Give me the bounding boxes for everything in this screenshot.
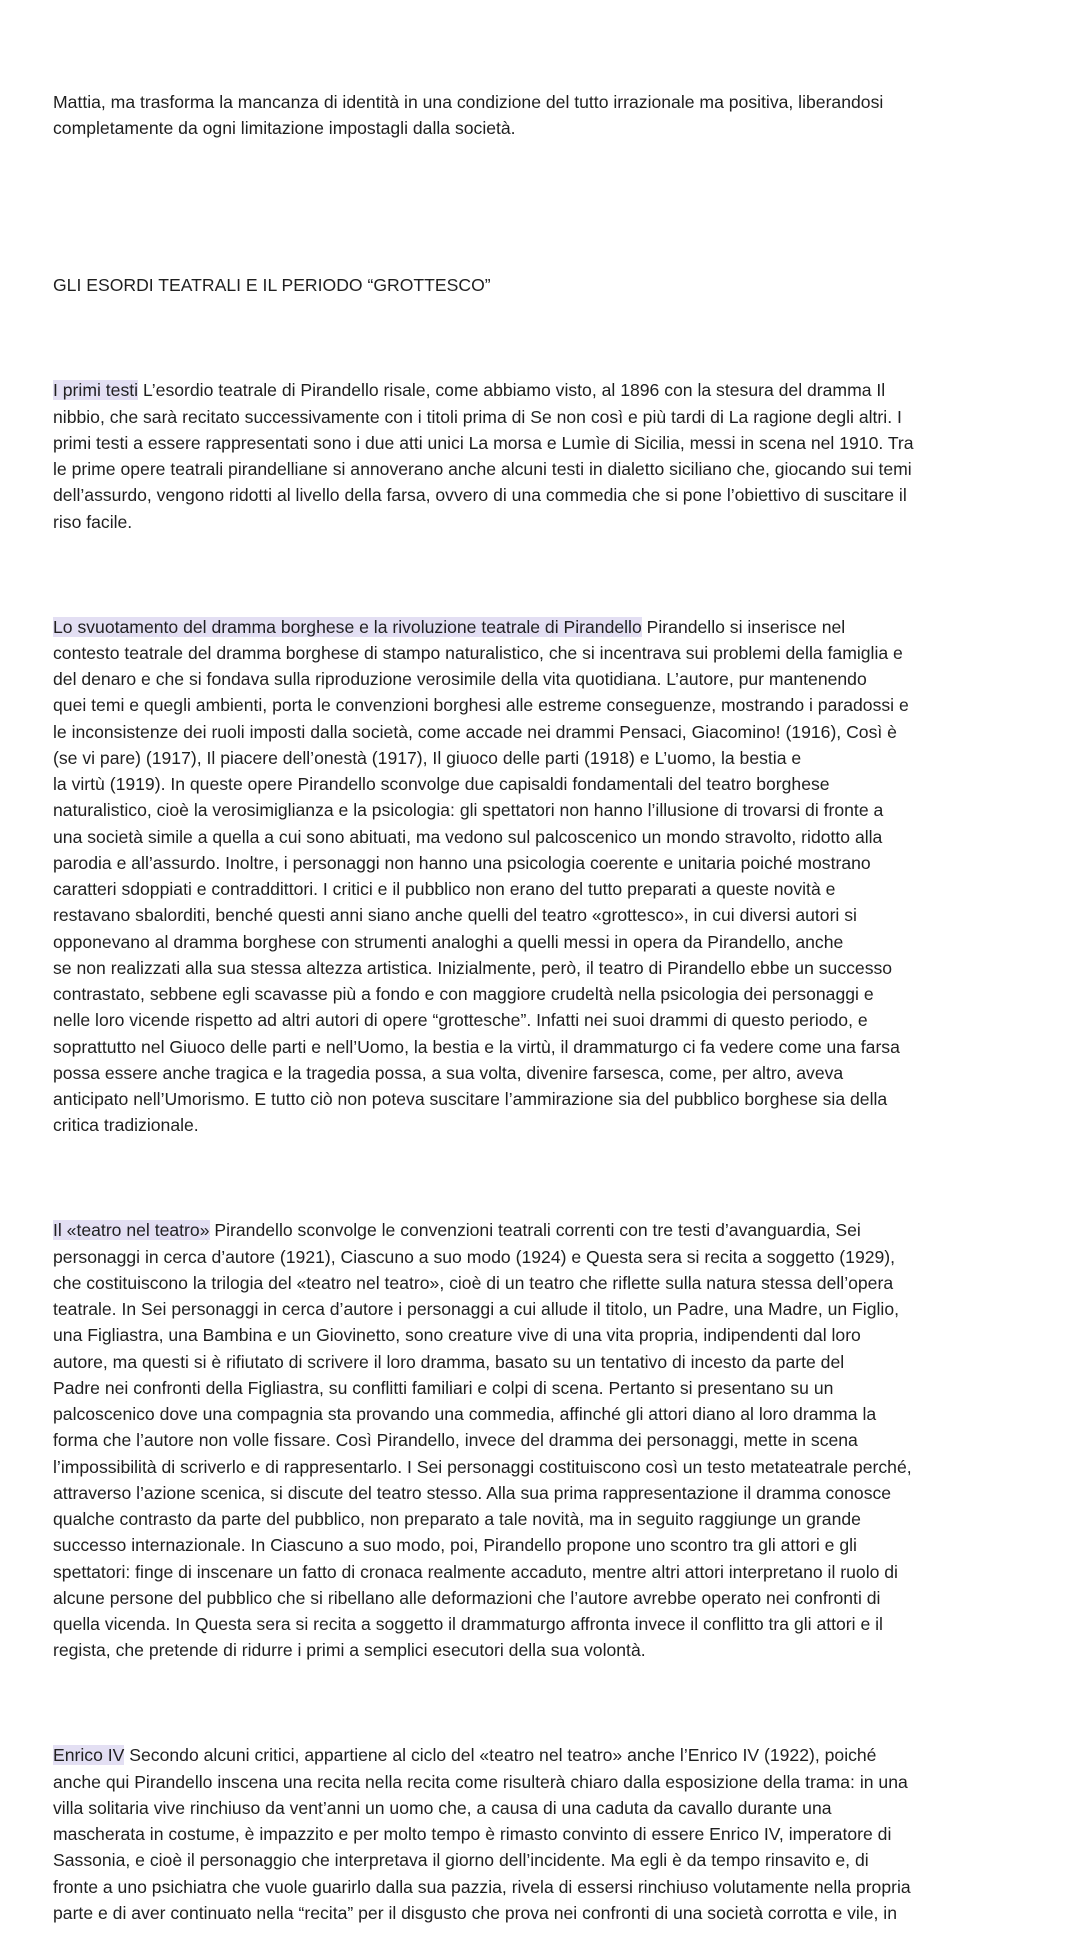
paragraph-teatro-nel-teatro [53,1217,1038,1663]
document-page [53,36,1038,1952]
highlight-dramma-borghese: Lo svuotamento del dramma borghese e la rivoluzione teatrale di Pirandello [53,616,642,637]
section-heading: GLI ESORDI TEATRALI E IL PERIODO “GROTTESCO” [53,275,491,296]
body-primi-testi: L’esordio teatrale di Pirandello risale, come abbiamo visto, al 1896 con la stesura del dramma Il nibbio, che sarà recitato successivamente con i titoli prima di Se non così e più tardi di La ragione degli altri. I primi testi a essere rappresentati sono i due atti unici La morsa e Lumìe di Sicilia, messi in scena nel 1910. Tra le prime opere teatrali pirandelliane si annoverano anche alcuni testi in dialetto siciliano che, giocando sui temi dell’assurdo, vengono ridotti al livello della farsa, ovvero di una commedia che si pone l’obiettivo di suscitare il riso facile. [53,380,914,532]
body-teatro-nel-teatro: Pirandello sconvolge le convenzioni teatrali correnti con tre testi d’avanguardia, Sei personaggi in cerca d’autore (1921), Ciascuno a suo modo (1924) e Questa sera si recita a soggetto (1929), che costituiscono la trilogia del «teatro nel teatro», cioè di un teatro che riflette sulla natura stessa dell’opera teatrale. In Sei personaggi in cerca d’autore i personaggi a cui allude il titolo, un Padre, una Madre, un Figlio, una Figliastra, una Bambina e un Giovinetto, sono creature vive di una vita propria, indipendenti dal loro autore, ma questi si è rifiutato di scrivere il loro dramma, basato su un tentativo di incesto da parte del Padre nei confronti della Figliastra, su conflitti familiari e colpi di scena. Pertanto si presentano su un palcoscenico dove una compagnia sta provando una commedia, affinché gli attori diano al loro dramma la forma che l’autore non volle fissare. Così Pirandello, invece del dramma dei personaggi, mette in scena l’impossibilità di scriverlo e di rappresentarlo. I Sei personaggi costituiscono così un testo metateatrale perché, attraverso l’azione scenica, si discute del teatro stesso. Alla sua prima rappresentazione il dramma conosce qualche contrasto da parte del pubblico, non preparato a tale novità, ma in seguito raggiunge un grande successo internazionale. In Ciascuno a suo modo, poi, Pirandello propone uno scontro tra gli attori e gli spettatori: finge di inscenare un fatto di cronaca realmente accaduto, mentre altri attori interpretano il ruolo di alcune persone del pubblico che si ribellano alle deformazioni che l’autore avrebbe operato nei confronti di quella vicenda. In Questa sera si recita a soggetto il drammaturgo affronta invece il conflitto tra gli attori e il regista, che pretende di ridurre i primi a semplici esecutori della sua volontà. [53,1220,912,1661]
paragraph-primi-testi [53,377,1038,535]
highlight-enrico-iv: Enrico IV [53,1745,125,1766]
highlight-primi-testi: I primi testi [53,380,139,401]
highlight-teatro-nel-teatro: Il «teatro nel teatro» [53,1220,210,1241]
paragraph-enrico-iv [53,1742,1038,1926]
body-enrico-iv: Secondo alcuni critici, appartiene al ciclo del «teatro nel teatro» anche l’Enrico IV (1922), poiché anche qui Pirandello inscena una recita nella recita come risulterà chiaro dalla esposizione della trama: in una villa solitaria vive rinchiuso da vent’anni un uomo che, a causa di una caduta da cavallo durante una mascherata in costume, è impazzito e per molto tempo è rimasto convinto di essere Enrico IV, imperatore di Sassonia, e cioè il personaggio che interpretava il giorno dell’incidente. Ma egli è da tempo rinsavito e, di fronte a uno psichiatra che vuole guarirlo dalla sua pazzia, rivela di essersi rinchiuso volutamente nella propria parte e di aver continuato nella “recita” per il disgusto che prova nei confronti di una società corrotta e vile, in [53,1745,911,1923]
body-dramma-borghese: Pirandello si inserisce nel contesto teatrale del dramma borghese di stampo naturalistico, che si incentrava sui problemi della famiglia e del denaro e che si fondava sulla riproduzione verosimile della vita quotidiana. L’autore, pur mantenendo quei temi e quegli ambienti, porta le convenzioni borghesi alle estreme conseguenze, mostrando i paradossi e le inconsistenze dei ruoli imposti dalla società, come accade nei drammi Pensaci, Giacomino! (1916), Così è (se vi pare) (1917), Il piacere dell’onestà (1917), Il giuoco delle parti (1918) e L’uomo, la bestia e la virtù (1919). In queste opere Pirandello sconvolge due capisaldi fondamentali del teatro borghese naturalistico, cioè la verosimiglianza e la psicologia: gli spettatori non hanno l’illusione di trovarsi di fronte a una società simile a quella a cui sono abituati, ma vedono sul palcoscenico un mondo stravolto, ridotto alla parodia e all’assurdo. Inoltre, i personaggi non hanno una psicologia coerente e unitaria poiché mostrano caratteri sdoppiati e contraddittori. I critici e il pubblico non erano del tutto preparati a queste novità e restavano sbalorditi, benché questi anni siano anche quelli del teatro «grottesco», in cui diversi autori si opponevano al dramma borghese con strumenti analoghi a quelli messi in opera da Pirandello, anche se non realizzati alla sua stessa altezza artistica. Inizialmente, però, il teatro di Pirandello ebbe un successo contrastato, sebbene egli scavasse più a fondo e con maggiore crudeltà nella psicologia dei personaggi e nelle loro vicende rispetto ad altri autori di opere “grottesche”. Infatti nei suoi drammi di questo periodo, e soprattutto nel Giuoco delle parti e nell’Uomo, la bestia e la virtù, il drammaturgo ci fa vedere come una farsa possa essere anche tragica e la tragedia possa, a sua volta, divenire farsesca, come, per altro, aveva anticipato nell’Umorismo. E tutto ciò non poteva suscitare l’ammirazione sia del pubblico borghese sia della critica tradizionale. [53,616,909,1136]
intro-paragraph: Mattia, ma trasforma la mancanza di identità in una condizione del tutto irrazionale ma positiva, liberandosi completamente da ogni limitazione impostagli dalla società. [53,91,884,138]
paragraph-spacer [53,194,1038,220]
paragraph-dramma-borghese [53,614,1038,1139]
